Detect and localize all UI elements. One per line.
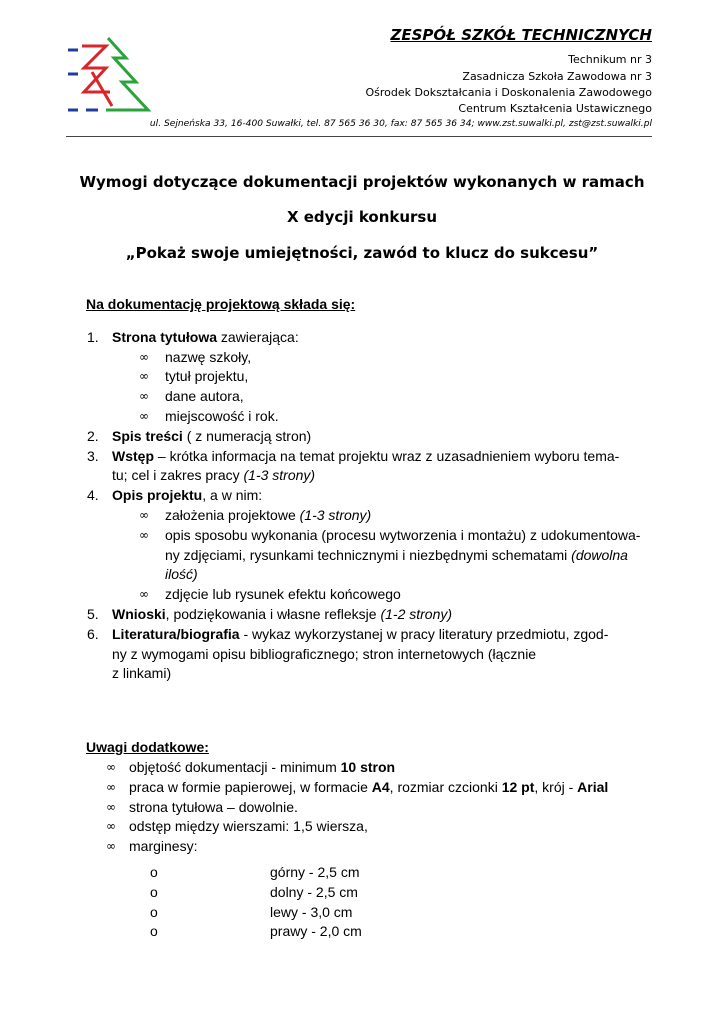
doc-title-line2: X edycji konkursu bbox=[286, 208, 438, 226]
section-heading-documentation: Na dokumentację projektową składa się: bbox=[86, 296, 356, 312]
header-address: ul. Sejneńska 33, 16-400 Suwałki, tel. 87 565 36 30, fax: 87 565 36 34; www.zst.suwalki.pl, zst@zst.suwalki.pl bbox=[149, 119, 652, 129]
sub-item-note: (1-3 strony) bbox=[299, 506, 372, 523]
sub-item-text: miejscowość i rok. bbox=[165, 407, 279, 424]
item-label: Literatura/biografia bbox=[112, 625, 240, 642]
note-text: strona tytułowa – dowolnie. bbox=[129, 798, 298, 815]
school-logo bbox=[66, 36, 152, 116]
list-item-title-page bbox=[86, 328, 652, 427]
infinity-bullet-icon: ∞ bbox=[106, 779, 116, 794]
note-bold: Arial bbox=[577, 778, 609, 795]
list-item-introduction bbox=[86, 447, 652, 487]
item-label: Spis treści bbox=[112, 427, 183, 444]
infinity-bullet-icon: ∞ bbox=[106, 799, 116, 814]
infinity-bullet-icon: ∞ bbox=[139, 507, 149, 522]
sub-item-note: (dowolna bbox=[571, 546, 628, 563]
header-unit-cku: Centrum Kształcenia Ustawicznego bbox=[458, 102, 652, 115]
note-text: marginesy: bbox=[129, 838, 198, 855]
additional-notes-list bbox=[86, 758, 652, 857]
infinity-bullet-icon: ∞ bbox=[106, 759, 116, 774]
sub-item bbox=[139, 506, 652, 526]
infinity-bullet-icon: ∞ bbox=[139, 408, 149, 423]
sub-item bbox=[139, 367, 652, 387]
circle-bullet-icon: o bbox=[150, 923, 158, 940]
sub-item bbox=[139, 387, 652, 407]
header-unit-technikum: Technikum nr 3 bbox=[568, 53, 652, 66]
sub-item-text: tytuł projektu, bbox=[165, 368, 249, 385]
note-bold: A4 bbox=[371, 778, 390, 795]
list-number: 4. bbox=[87, 487, 99, 504]
item-text: - wykaz wykorzystanej w pracy literatury przedmiotu, zgod- bbox=[239, 625, 609, 642]
list-item-bibliography bbox=[86, 625, 652, 684]
sub-item bbox=[139, 585, 652, 605]
infinity-bullet-icon: ∞ bbox=[139, 587, 149, 602]
note-text: objętość dokumentacji - minimum bbox=[129, 758, 341, 775]
sub-item bbox=[139, 526, 652, 585]
margin-value: dolny - 2,5 cm bbox=[270, 883, 358, 900]
sub-item-text: nazwę szkoły, bbox=[165, 348, 252, 365]
doc-title-line1: Wymogi dotyczące dokumentacji projektów wykonanych w ramach bbox=[79, 173, 645, 191]
note-text: odstęp między wierszami: 1,5 wiersza, bbox=[129, 818, 368, 835]
note-volume bbox=[106, 758, 652, 778]
doc-body bbox=[86, 295, 652, 942]
item-text: ( z numeracją stron) bbox=[182, 427, 312, 444]
margin-value: prawy - 2,0 cm bbox=[270, 923, 362, 940]
margin-right bbox=[150, 922, 652, 942]
project-description-sublist bbox=[112, 506, 652, 605]
margin-value: lewy - 3,0 cm bbox=[270, 903, 353, 920]
item-note: (1-2 strony) bbox=[380, 605, 453, 622]
margin-bottom bbox=[150, 883, 652, 903]
note-bold: 10 stron bbox=[340, 758, 396, 775]
item-note: (1-3 strony) bbox=[243, 467, 316, 484]
note-format bbox=[106, 778, 652, 798]
note-text: , rozmiar czcionki bbox=[389, 778, 502, 795]
note-title-page bbox=[106, 798, 652, 818]
circle-bullet-icon: o bbox=[150, 863, 158, 880]
sub-item-text: założenia projektowe bbox=[165, 506, 300, 523]
list-number: 6. bbox=[87, 625, 99, 642]
note-text: , krój - bbox=[534, 778, 578, 795]
infinity-bullet-icon: ∞ bbox=[139, 369, 149, 384]
item-text: zawierająca: bbox=[217, 328, 299, 345]
item-text: – krótka informacja na temat projektu wraz z uzasadnieniem wyboru tema- bbox=[154, 447, 620, 464]
doc-title-line3: „Pokaż swoje umiejętności, zawód to klucz do sukcesu” bbox=[125, 244, 599, 262]
header-divider bbox=[66, 136, 652, 137]
item-text: tu; cel i zakres pracy bbox=[112, 467, 244, 484]
item-text: , a w nim: bbox=[202, 487, 263, 504]
note-line-spacing bbox=[106, 817, 652, 837]
sub-item-text: opis sposobu wykonania (procesu wytworzenia i montażu) z udokumentowa- bbox=[165, 526, 641, 543]
item-label: Strona tytułowa bbox=[112, 328, 218, 345]
infinity-bullet-icon: ∞ bbox=[139, 527, 149, 542]
sub-item-text: dane autora, bbox=[165, 388, 244, 405]
note-text: praca w formie papierowej, w formacie bbox=[129, 778, 372, 795]
margin-left bbox=[150, 903, 652, 923]
sub-item-text: zdjęcie lub rysunek efektu końcowego bbox=[165, 586, 401, 603]
infinity-bullet-icon: ∞ bbox=[139, 389, 149, 404]
list-number: 5. bbox=[87, 605, 99, 622]
header-unit-oddz: Ośrodek Dokształcania i Doskonalenia Zawodowego bbox=[365, 86, 652, 99]
circle-bullet-icon: o bbox=[150, 883, 158, 900]
list-number: 2. bbox=[87, 427, 99, 444]
circle-bullet-icon: o bbox=[150, 903, 158, 920]
note-bold: 12 pt bbox=[501, 778, 535, 795]
item-text: , podziękowania i własne refleksje bbox=[165, 605, 381, 622]
school-name: ZESPÓŁ SZKÓŁ TECHNICZNYCH bbox=[390, 26, 652, 44]
list-item-project-description bbox=[86, 486, 652, 605]
margins-list bbox=[86, 863, 652, 942]
infinity-bullet-icon: ∞ bbox=[106, 819, 116, 834]
item-label: Wnioski bbox=[112, 605, 166, 622]
list-number: 1. bbox=[87, 328, 99, 345]
item-text: ny z wymogami opisu bibliograficznego; stron internetowych (łącznie bbox=[112, 645, 537, 662]
additional-notes bbox=[86, 738, 652, 942]
list-item-conclusions bbox=[86, 605, 652, 625]
sub-item-note: ilość) bbox=[165, 566, 198, 583]
margin-top bbox=[150, 863, 652, 883]
margin-value: górny - 2,5 cm bbox=[270, 863, 360, 880]
header-unit-zsz: Zasadnicza Szkoła Zawodowa nr 3 bbox=[462, 70, 652, 83]
note-margins bbox=[106, 837, 652, 857]
sub-item bbox=[139, 407, 652, 427]
infinity-bullet-icon: ∞ bbox=[139, 349, 149, 364]
item-text: z linkami) bbox=[112, 665, 172, 682]
item-label: Opis projektu bbox=[112, 487, 203, 504]
documentation-list bbox=[86, 328, 652, 684]
list-item-table-of-contents bbox=[86, 427, 652, 447]
list-number: 3. bbox=[87, 447, 99, 464]
title-page-sublist bbox=[112, 348, 652, 427]
section-heading-additional: Uwagi dodatkowe: bbox=[86, 739, 209, 756]
item-label: Wstęp bbox=[112, 447, 154, 464]
infinity-bullet-icon: ∞ bbox=[106, 839, 116, 854]
sub-item bbox=[139, 348, 652, 368]
sub-item-text: ny zdjęciami, rysunkami technicznymi i niezbędnymi schematami bbox=[165, 546, 572, 563]
